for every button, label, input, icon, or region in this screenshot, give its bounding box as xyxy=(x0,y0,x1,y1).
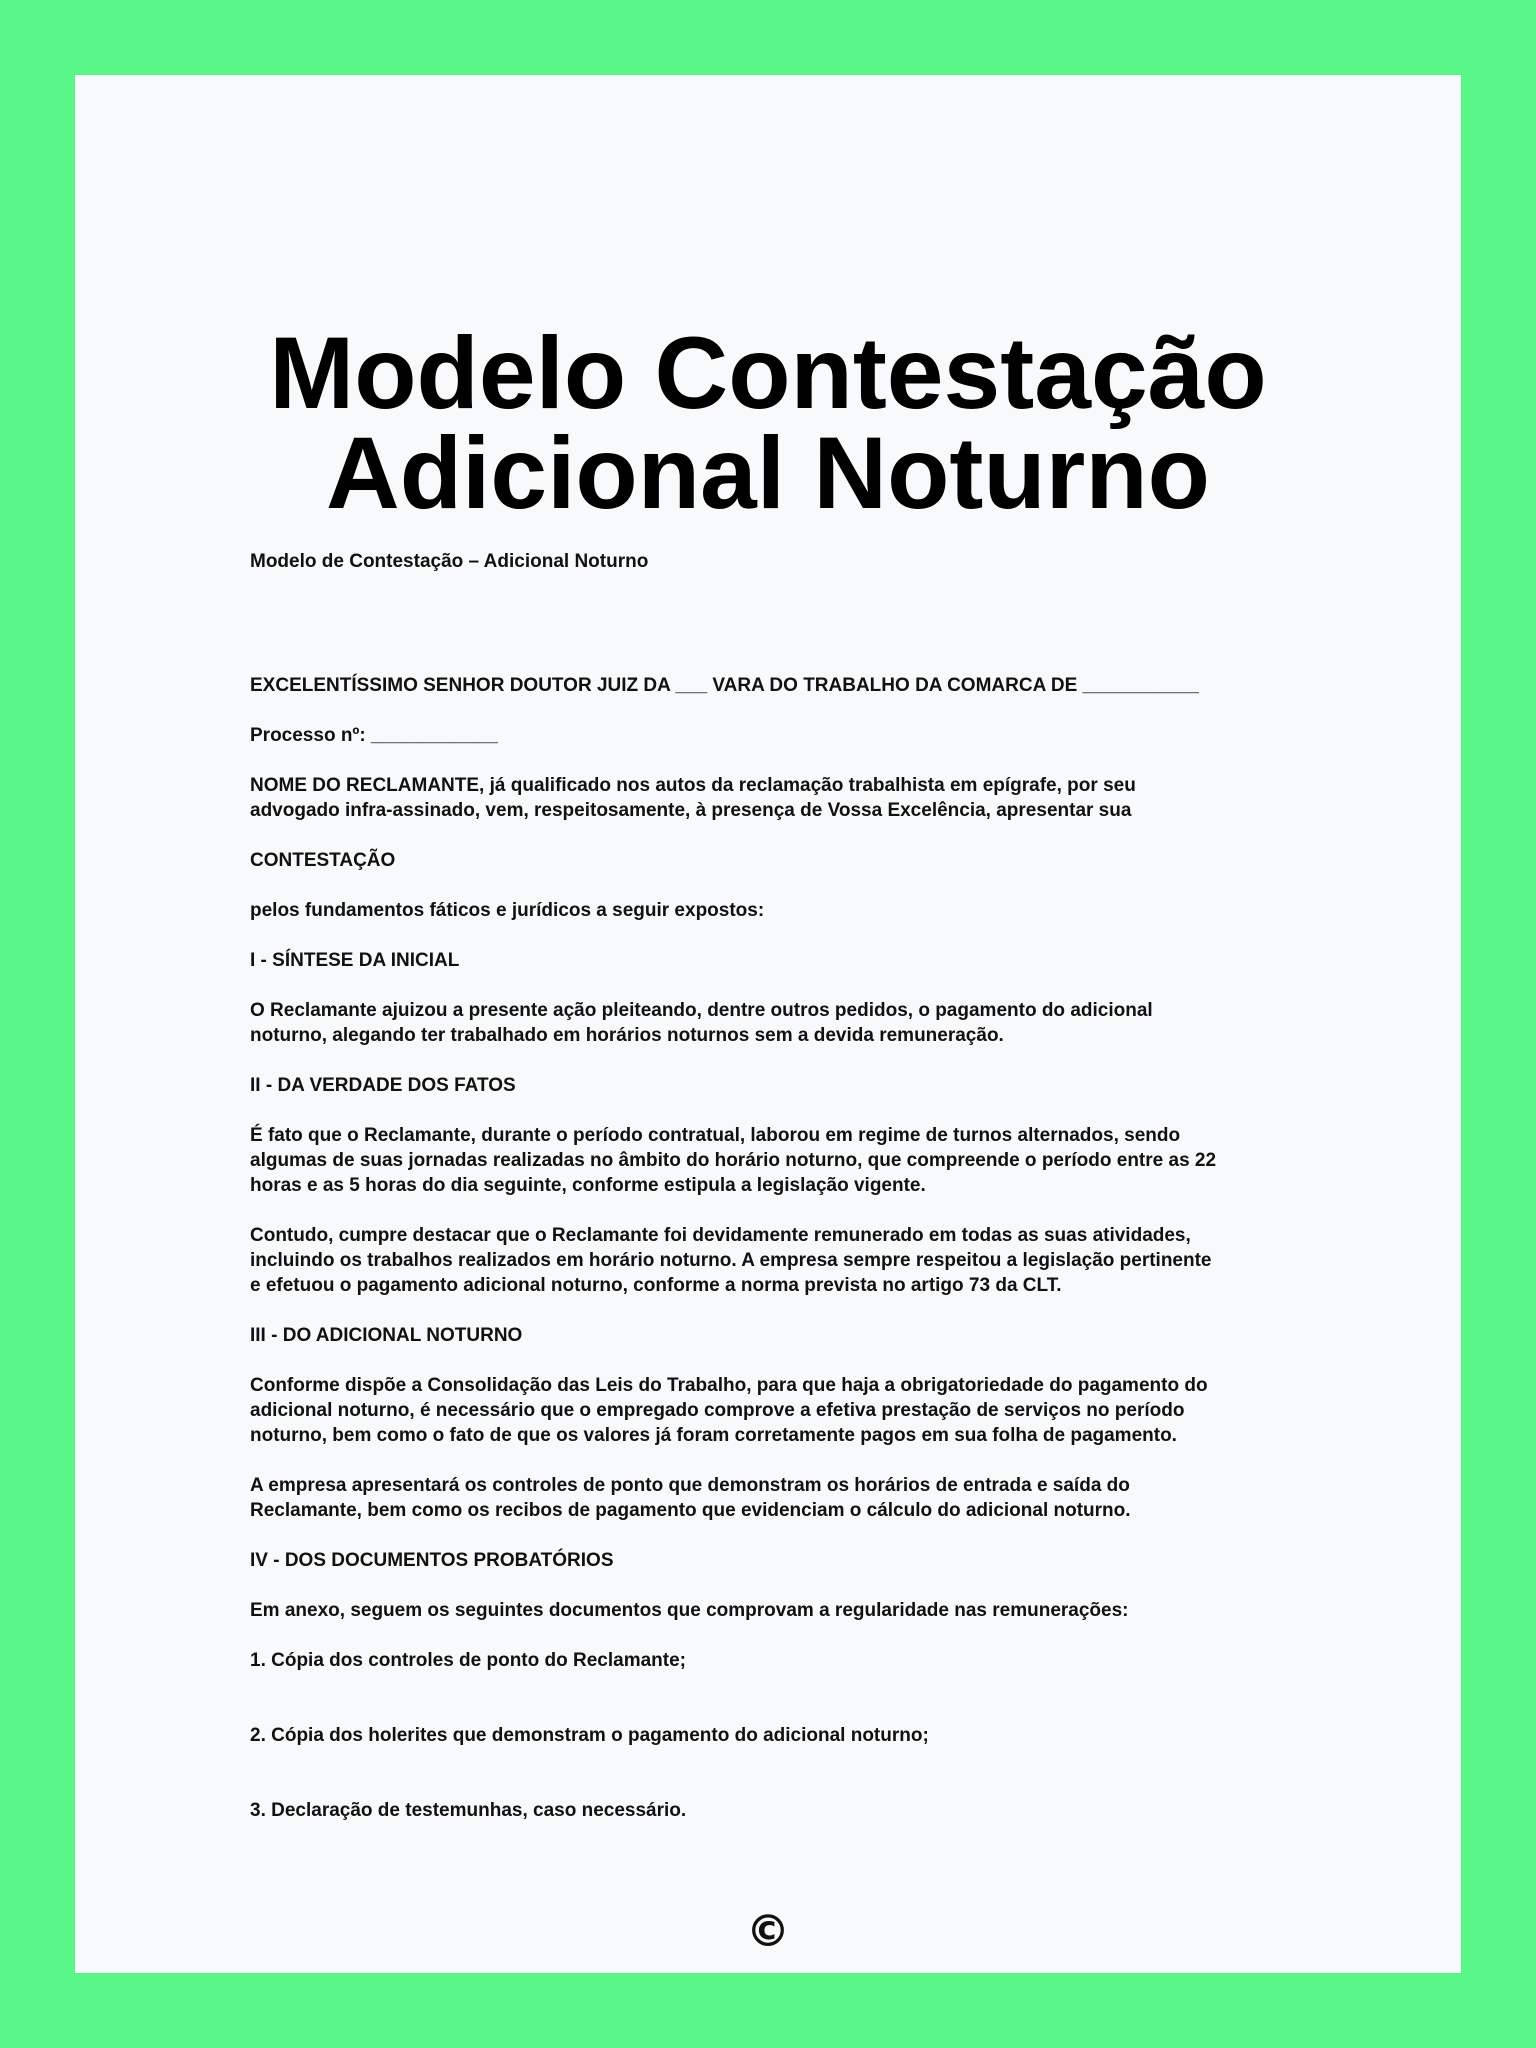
contestacao-heading: CONTESTAÇÃO xyxy=(250,850,396,871)
section-paragraph xyxy=(250,1123,1310,1198)
paragraph-line: A empresa apresentará os controles de ponto que demonstram os horários de entrada e saída do xyxy=(250,1475,1130,1496)
paragraph-line: Contudo, cumpre destacar que o Reclamante foi devidamente remunerado em todas as suas atividades, xyxy=(250,1225,1191,1246)
list-item: 1. Cópia dos controles de ponto do Reclamante; xyxy=(250,1650,686,1671)
paragraph-line: noturno, bem como o fato de que os valores já foram corretamente pagos em sua folha de pagamento. xyxy=(250,1425,1177,1446)
section-heading: II - DA VERDADE DOS FATOS xyxy=(250,1075,516,1096)
document-subtitle: Modelo de Contestação – Adicional Noturno xyxy=(250,551,649,572)
paragraph-line: advogado infra-assinado, vem, respeitosamente, à presença de Vossa Excelência, apresentar sua xyxy=(250,800,1132,821)
paragraph-line: adicional noturno, é necessário que o empregado comprove a efetiva prestação de serviços no período xyxy=(250,1400,1185,1421)
paragraph-line: Reclamante, bem como os recibos de pagamento que evidenciam o cálculo do adicional noturno. xyxy=(250,1500,1131,1521)
document-title-line: Adicional Noturno xyxy=(326,416,1210,530)
copyright-icon: © xyxy=(746,1906,790,1957)
section-paragraph xyxy=(250,998,1310,1048)
document-page xyxy=(75,75,1461,1973)
list-item: 3. Declaração de testemunhas, caso necessário. xyxy=(250,1800,687,1821)
list-item: 2. Cópia dos holerites que demonstram o pagamento do adicional noturno; xyxy=(250,1725,929,1746)
paragraph-line: horas e as 5 horas do dia seguinte, conforme estipula a legislação vigente. xyxy=(250,1175,926,1196)
paragraph-line: NOME DO RECLAMANTE, já qualificado nos autos da reclamação trabalhista em epígrafe, por seu xyxy=(250,775,1136,796)
section-heading: IV - DOS DOCUMENTOS PROBATÓRIOS xyxy=(250,1550,614,1571)
addressee-line: EXCELENTÍSSIMO SENHOR DOUTOR JUIZ DA ___ VARA DO TRABALHO DA COMARCA DE ___________ xyxy=(250,675,1199,696)
paragraph-line: noturno, alegando ter trabalhado em horários noturnos sem a devida remuneração. xyxy=(250,1025,1004,1046)
paragraph-line: incluindo os trabalhos realizados em horário noturno. A empresa sempre respeitou a legislação pertinente xyxy=(250,1250,1212,1271)
document-title xyxy=(75,316,1461,530)
intro-paragraph xyxy=(250,773,1310,823)
section-paragraph xyxy=(250,1223,1310,1298)
paragraph-line: Conforme dispõe a Consolidação das Leis do Trabalho, para que haja a obrigatoriedade do pagamento do xyxy=(250,1375,1208,1396)
section-heading: III - DO ADICIONAL NOTURNO xyxy=(250,1325,523,1346)
document-title-line: Modelo Contestação xyxy=(269,316,1267,430)
grounds-line: pelos fundamentos fáticos e jurídicos a seguir expostos: xyxy=(250,900,765,921)
paragraph-line: e efetuou o pagamento adicional noturno, conforme a norma prevista no artigo 73 da CLT. xyxy=(250,1275,1062,1296)
section-intro: Em anexo, seguem os seguintes documentos que comprovam a regularidade nas remunerações: xyxy=(250,1600,1129,1621)
paragraph-line: O Reclamante ajuizou a presente ação pleiteando, dentre outros pedidos, o pagamento do adicional xyxy=(250,1000,1153,1021)
section-paragraph xyxy=(250,1473,1310,1523)
paragraph-line: É fato que o Reclamante, durante o período contratual, laborou em regime de turnos alternados, sendo xyxy=(250,1125,1181,1146)
process-number: Processo nº: ____________ xyxy=(250,725,498,746)
section-heading: I - SÍNTESE DA INICIAL xyxy=(250,950,460,971)
paragraph-line: algumas de suas jornadas realizadas no âmbito do horário noturno, que compreende o período entre as 22 xyxy=(250,1150,1217,1171)
section-paragraph xyxy=(250,1373,1310,1448)
